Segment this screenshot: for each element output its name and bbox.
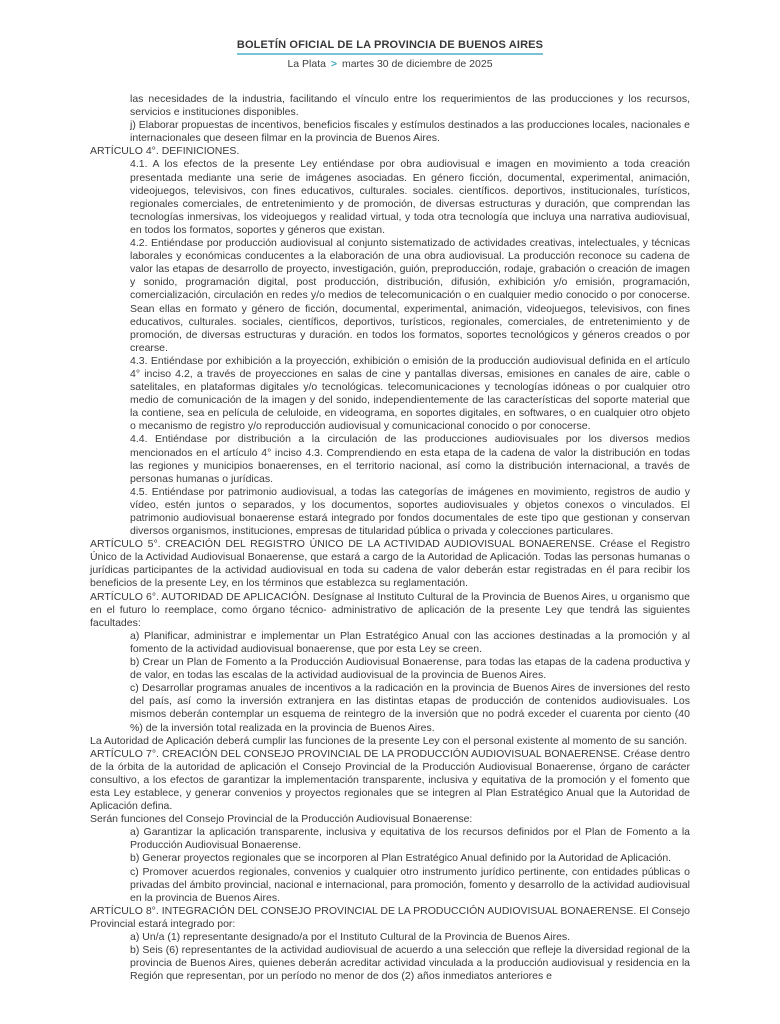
document-header	[0, 0, 780, 70]
clause-4-2: 4.2. Entiéndase por producción audiovisual al conjunto sistematizado de actividades creativas, intelectuales, y técnicas laborales y económicas conducentes a la elaboración de una obra audiovisual. La producción reconoce su cadena de valor las etapas de desarrollo de proyecto, investigación, guión, preproducción, rodaje, grabación o creación de imagen y sonido, programación digital, post producción, distribución, difusión, exhibición y/o emisión, programación, comercialización, circulación en redes y/o medios de telecomunicación o en cualquier medio conocido o por conocerse. Sean ellas en formato y género de ficción, documental, experimental, animación, videojuegos, televisivos, con fines educativos, culturales. sociales, científicos, deportivos, turísticos, regionales, comerciales, de entretenimiento y de promoción, de diversas estructuras y duración. en todos los formatos, soportes tecnológicos y géneros creados o por crearse.	[130, 237, 690, 354]
article-7-functions-intro: Serán funciones del Consejo Provincial de la Producción Audiovisual Bonaerense:	[90, 813, 473, 826]
clause-4-5: 4.5. Entiéndase por patrimonio audiovisual, a todas las categorías de imágenes en movimiento, registros de audio y vídeo, estén juntos o separados, y los documentos, soportes audiovisuales y objetos conexos o vinculados. El patrimonio audiovisual bonaerense estará integrado por fondos documentales de este tipo que gestionan y conservan diversos organismos, instituciones, empresas de titularidad pública o privada y colecciones particulares.	[130, 485, 690, 538]
article-5: ARTÍCULO 5°. CREACIÓN DEL REGISTRO ÚNICO DE LA ACTIVIDAD AUDIOVISUAL BONAERENSE. Créase el Registro Único de la Actividad Audiovisual Bonaerense, que estará a cargo de la Autoridad de Aplicación. Todas las personas humanas o jurídicas participantes de la actividad audiovisual en toda su cadena de valor deberán estar registradas en él para recibir los beneficios de la presente Ley, en los términos que establezca su reglamentación.	[90, 538, 690, 590]
article-7-item-c: c) Promover acuerdos regionales, convenios y cualquier otro instrumento jurídico pertinente, con entidades públicas o privadas del ámbito provincial, nacional e internacional, para promoción, fomento y desarrollo de la actividad audiovisual en la provincia de Buenos Aires.	[130, 865, 690, 904]
article-7-item-b: b) Generar proyectos regionales que se incorporen al Plan Estratégico Anual definido por la Autoridad de Aplicación.	[130, 852, 672, 865]
article-7: ARTÍCULO 7°. CREACIÓN DEL CONSEJO PROVINCIAL DE LA PRODUCCIÓN AUDIOVISUAL BONAERENSE. Créase dentro de la órbita de la autoridad de aplicación el Consejo Provincial de la Producción Audiovisual Bonaerense, órgano de carácter consultivo, a los efectos de garantizar la implementación transparente, inclusiva y equitativa de la promoción y el fomento que esta Ley establece, y generar convenios y proyectos regionales que se integren al Plan Estratégico Anual que la Autoridad de Aplicación defina.	[90, 747, 690, 813]
clause-continuation: las necesidades de la industria, facilitando el vínculo entre los requerimientos de las producciones y los recursos, servicios e instituciones disponibles.	[130, 93, 690, 119]
article-6-item-a: a) Planificar, administrar e implementar un Plan Estratégico Anual con las acciones destinadas a la promoción y al fomento de la actividad audiovisual bonaerense, que por esta Ley se creen.	[130, 629, 690, 655]
article-6-closing: La Autoridad de Aplicación deberá cumplir las funciones de la presente Ley con el personal existente al momento de su sanción.	[90, 734, 688, 747]
clause-4-3: 4.3. Entiéndase por exhibición a la proyección, exhibición o emisión de la producción audiovisual definida en el artículo 4° inciso 4.2, a través de proyecciones en salas de cine y pantallas diversas, emisiones en canales de aire, cable o satelitales, en plataformas digitales y/o tecnológicas. telecomunicaciones y tecnologías idóneas o por cualquier otro medio de comunicación de la imagen y del sonido, independientemente de las características del soporte material que la contiene, sea en película de celuloide, en videograma, en soportes digitales, en softwares, o en cualquier otro objeto o mecanismo de registro y/o reproducción audiovisual y comunicacional conocido o por conocerse.	[130, 354, 690, 433]
bulletin-title: BOLETÍN OFICIAL DE LA PROVINCIA DE BUENOS AIRES	[237, 39, 543, 55]
dateline-place: La Plata	[287, 58, 326, 70]
clause-4-4: 4.4. Entiéndase por distribución a la circulación de las producciones audiovisuales por los diversos medios mencionados en el artículo 4° inciso 4.3. Comprendiendo en esta etapa de la cadena de valor la distribución en todas las regiones y municipios bonaerenses, en el territorio nacional, así como la distribución internacional, a través de personas humanas o jurídicas.	[130, 433, 690, 485]
article-4-heading: ARTÍCULO 4°. DEFINICIONES.	[90, 145, 240, 158]
clause-j: j) Elaborar propuestas de incentivos, beneficios fiscales y estímulos destinados a las producciones locales, nacionales e internacionales que deseen filmar en la provincia de Buenos Aires.	[130, 119, 690, 145]
bulletin-dateline	[0, 58, 780, 70]
article-7-item-a: a) Garantizar la aplicación transparente, inclusiva y equitativa de los recursos definidos por el Plan de Fomento a la Producción Audiovisual Bonaerense.	[130, 826, 690, 852]
chevron-separator-icon: >	[330, 58, 338, 70]
document-body	[90, 93, 690, 983]
article-6-item-c: c) Desarrollar programas anuales de incentivos a la radicación en la provincia de Buenos Aires de inversiones del resto del país, así como la inversión extranjera en las distintas etapas de producción de contenidos audiovisuales. Los mismos deberán contemplar un esquema de reintegro de la inversión que no podrá exceder el cuarenta por ciento (40 %) de la inversión total realizada en la provincia de Buenos Aires.	[130, 682, 690, 734]
article-8-item-b: b) Seis (6) representantes de la actividad audiovisual de acuerdo a una selección que refleje la diversidad regional de la provincia de Buenos Aires, quienes deberán acreditar actividad vinculada a la producción audiovisual y residencia en la Región que representan, por un período no menor de dos (2) años inmediatos anteriores e	[130, 944, 690, 983]
dateline-date: martes 30 de diciembre de 2025	[341, 58, 493, 70]
article-6-item-b: b) Crear un Plan de Fomento a la Producción Audiovisual Bonaerense, para todas las etapas de la cadena productiva y de valor, en todas las escalas de la actividad audiovisual de la provincia de Buenos Aires.	[130, 656, 690, 682]
article-6: ARTÍCULO 6°. AUTORIDAD DE APLICACIÓN. Desígnase al Instituto Cultural de la Provincia de Buenos Aires, u organismo que en el futuro lo reemplace, como órgano técnico- administrativo de aplicación de la presente Ley que tendrá las siguientes facultades:	[90, 590, 690, 629]
article-8-item-a: a) Un/a (1) representante designado/a por el Instituto Cultural de la Provincia de Buenos Aires.	[130, 931, 571, 943]
clause-4-1: 4.1. A los efectos de la presente Ley entiéndase por obra audiovisual e imagen en movimiento a toda creación presentada mediante una serie de imágenes asociadas. En género ficción, documental, experimental, animación, videojuegos, televisivos, con fines educativos, culturales. sociales. científicos. deportivos, institucionales, turísticos, regionales comerciales, de entretenimiento y de promoción, de diversas estructuras y duración, que comprendan las tecnologías inmersivas, los videojuegos y realidad virtual, y toda otra tecnología que incluya una narrativa audiovisual, en todos los formatos, soportes y géneros que existan.	[130, 158, 690, 236]
article-8: ARTÍCULO 8°. INTEGRACIÓN DEL CONSEJO PROVINCIAL DE LA PRODUCCIÓN AUDIOVISUAL BONAERENSE. El Consejo Provincial estará integrado por:	[90, 904, 690, 930]
